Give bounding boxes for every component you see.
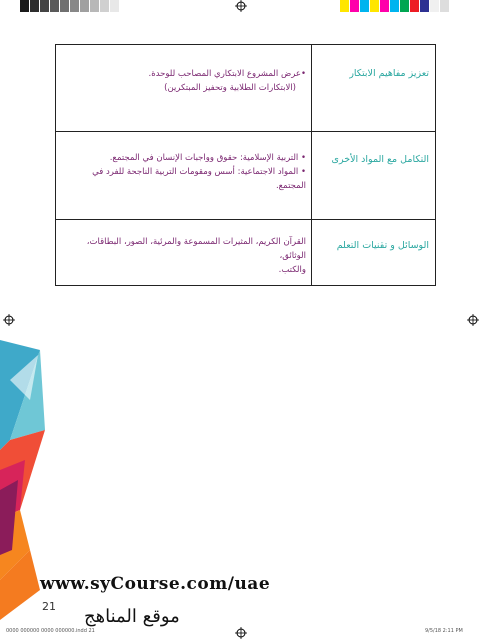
brand-text: موقع المناهج <box>84 606 180 627</box>
registration-mark-icon <box>235 627 247 639</box>
grayscale-swatch <box>60 0 70 12</box>
website-url: www.syCourse.com/uae <box>40 574 271 594</box>
color-swatch <box>390 0 400 12</box>
file-info: 0000 000000 0000 000000.indd 21 <box>6 628 95 634</box>
row-content <box>62 151 306 193</box>
color-swatch <box>430 0 440 12</box>
table-row <box>56 131 435 220</box>
color-swatch <box>420 0 430 12</box>
color-swatch <box>360 0 370 12</box>
row-content <box>62 67 306 95</box>
color-swatch <box>380 0 390 12</box>
content-line: والكتب. <box>278 265 306 275</box>
registration-mark-icon <box>467 314 479 326</box>
grayscale-swatch <box>90 0 100 12</box>
grayscale-swatch <box>100 0 110 12</box>
grayscale-swatch <box>80 0 90 12</box>
content-line: (الابتكارات الطلابية وتحفيز المبتكرين) <box>164 83 296 93</box>
registration-mark-icon <box>235 0 247 12</box>
color-swatch <box>350 0 360 12</box>
content-line: •عرض المشروع الابتكاري المصاحب للوحدة. <box>148 69 306 79</box>
content-line: القرآن الكريم، المثيرات المسموعة والمرئية، الصور، البطاقات، الوثائق، <box>86 237 306 261</box>
table-row <box>56 45 435 132</box>
grayscale-swatch <box>20 0 30 12</box>
grayscale-swatch <box>50 0 60 12</box>
page-number: 21 <box>42 600 56 613</box>
color-swatch <box>340 0 350 12</box>
row-label: التكامل مع المواد الأخرى <box>331 154 429 165</box>
row-label: الوسائل و تقنيات التعلم <box>336 240 429 251</box>
grayscale-swatch <box>40 0 50 12</box>
color-swatch <box>370 0 380 12</box>
print-timestamp: 9/5/18 2:11 PM <box>425 628 463 634</box>
grayscale-swatch <box>70 0 80 12</box>
content-line: • التربية الإسلامية: حقوق وواجبات الإنسان في المجتمع. <box>109 153 306 163</box>
content-line: • المواد الاجتماعية: أسس ومقومات التربية الناجحة للفرد في المجتمع. <box>92 167 306 191</box>
grayscale-bar <box>20 0 120 12</box>
row-label: تعزيز مفاهيم الابتكار <box>349 68 429 79</box>
color-swatch <box>400 0 410 12</box>
grayscale-swatch <box>110 0 120 12</box>
color-swatch <box>410 0 420 12</box>
lesson-plan-table <box>55 44 436 286</box>
row-content <box>62 235 306 277</box>
color-swatch <box>440 0 450 12</box>
table-row <box>56 219 435 285</box>
process-color-bar <box>340 0 450 12</box>
grayscale-swatch <box>30 0 40 12</box>
